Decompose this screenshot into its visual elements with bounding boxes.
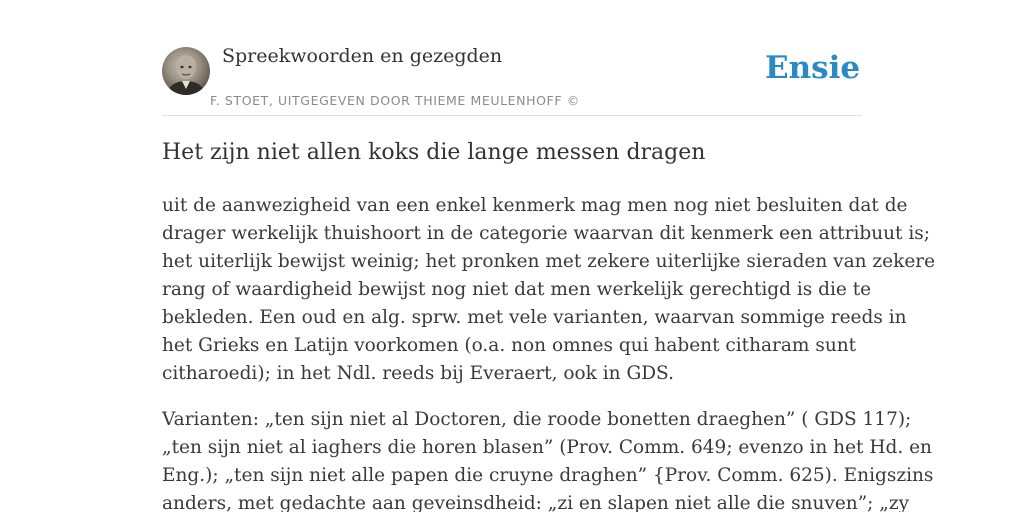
text-line: het Grieks en Latijn voorkomen (o.a. non omnes qui habent citharam sunt	[162, 335, 857, 356]
text-line: Eng.); „ten sijn niet alle papen die cruyne draghen” {Prov. Comm. 625). Enigszins	[162, 465, 934, 486]
source-credit: F. STOET, UITGEGEVEN DOOR THIEME MEULENHOFF ©	[210, 93, 580, 108]
variants-paragraph	[162, 406, 934, 512]
text-line: citharoedi); in het Ndl. reeds bij Everaert, ook in GDS.	[162, 363, 674, 384]
text-line: Varianten: „ten sijn niet al Doctoren, die roode bonetten draeghen” ( GDS 117);	[162, 409, 912, 430]
author-portrait-icon	[162, 47, 210, 95]
text-line: anders, met gedachte aan geveinsdheid: „zi en slapen niet alle die snuven”; „zy	[162, 493, 910, 512]
text-line: rang of waardigheid bewijst nog niet dat men werkelijk gerechtigd is die te	[162, 279, 872, 300]
source-title[interactable]: Spreekwoorden en gezegden	[222, 45, 503, 67]
entry-title: Het zijn niet allen koks die lange messen dragen	[162, 140, 706, 165]
text-line: drager werkelijk thuishoort in de categorie waarvan dit kenmerk een attribuut is;	[162, 223, 930, 244]
definition-paragraph	[162, 192, 936, 388]
ensie-logo[interactable]: Ensie	[765, 50, 861, 86]
header-divider	[162, 115, 862, 116]
text-line: het uiterlijk bewijst weinig; het pronken met zekere uiterlijke sieraden van zekere	[162, 251, 936, 272]
text-line: bekleden. Een oud en alg. sprw. met vele varianten, waarvan sommige reeds in	[162, 307, 907, 328]
text-line: „ten sijn niet al iaghers die horen blasen” (Prov. Comm. 649; evenzo in het Hd. en	[162, 437, 932, 458]
author-avatar	[162, 47, 210, 95]
text-line: uit de aanwezigheid van een enkel kenmerk mag men nog niet besluiten dat de	[162, 195, 908, 216]
entry-body	[162, 192, 936, 512]
